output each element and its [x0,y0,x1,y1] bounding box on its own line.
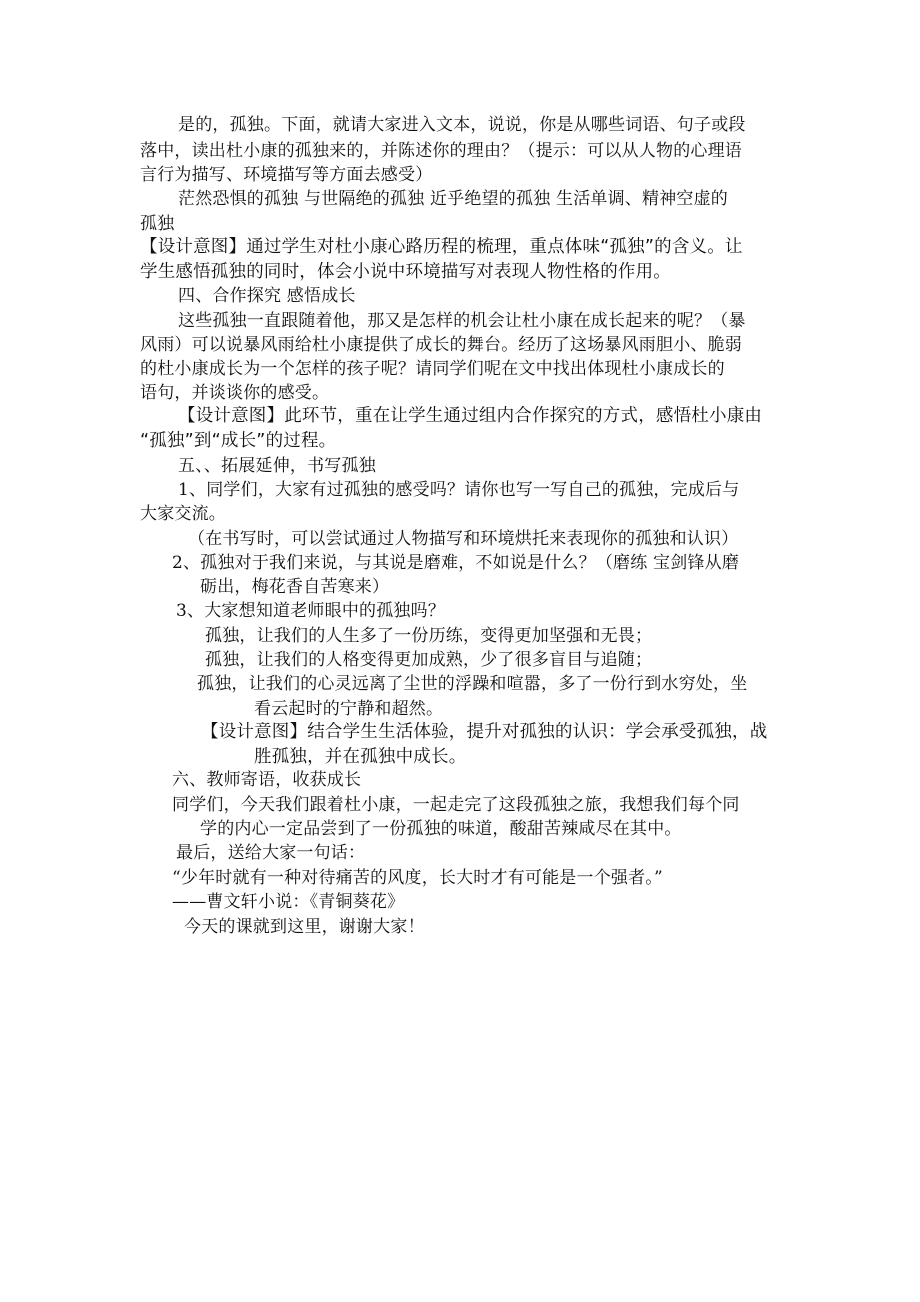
text-line: 孤独 [140,214,175,234]
text-line: 看云起时的宁静和超然。 [254,699,444,719]
text-line: 胜孤独，并在孤独中成长。 [254,747,467,767]
text-line: 1、同学们，大家有过孤独的感受吗？请你也写一写自己的孤独，完成后与 [178,480,740,500]
closing-line: 今天的课就到这里，谢谢大家！ [184,917,425,937]
section-heading: 五、、拓展延伸，书写孤独 [178,456,376,476]
text-line: 学的内心一定品尝到了一份孤独的味道，酸甜苦辣咸尽在其中。 [200,819,682,839]
design-intent-line: 【设计意图】此环节，重在让学生通过组内合作探究的方式，感悟杜小康由 [178,406,763,426]
text-line: 是的，孤独。下面，就请大家进入文本，说说，你是从哪些词语、句子或段 [178,115,746,135]
text-line: 砺出，梅花香自苦寒来） [200,577,390,597]
text-line: 2、孤独对于我们来说，与其说是磨难，不如说是什么？（磨练 宝剑锋从磨 [172,553,740,573]
text-line: 孤独，让我们的人格变得更加成熟，少了很多盲目与追随； [205,650,653,670]
design-intent-line: 【设计意图】通过学生对杜小康心路历程的梳理，重点体味“孤独”的含义。让 [140,237,743,257]
text-line: 这些孤独一直跟随着他，那又是怎样的机会让杜小康在成长起来的呢？（暴 [178,311,746,331]
text-line: “孤独”到“成长”的过程。 [140,431,337,451]
quote-line: “少年时就有一种对待痛苦的风度，长大时才有可能是一个强者。” [172,868,663,888]
text-line: 茫然恐惧的孤独 与世隔绝的孤独 近乎绝望的孤独 生活单调、精神空虚的 [178,189,729,209]
text-line: 言行为描写、环境描写等方面去感受） [140,165,433,185]
quote-source: ——曹文轩小说：《青铜葵花》 [172,892,405,912]
section-heading: 四、合作探究 感悟成长 [178,286,356,306]
text-line: 孤独，让我们的人生多了一份历练，变得更加坚强和无畏； [205,626,653,646]
text-line: 语句，并谈谈你的感受。 [140,383,330,403]
text-line: 风雨）可以说暴风雨给杜小康提供了成长的舞台。经历了这场暴风雨胆小、脆弱 [140,335,742,355]
text-line: （在书写时，可以尝试通过人物描写和环境烘托来表现你的孤独和认识） [188,529,739,549]
text-line: 学生感悟孤独的同时，体会小说中环境描写对表现人物性格的作用。 [140,262,671,282]
text-line: 3、大家想知道老师眼中的孤独吗？ [176,601,446,621]
text-line: 的杜小康成长为一个怎样的孩子呢？请同学们呢在文中找出体现杜小康成长的 [140,359,725,379]
text-line: 同学们，今天我们跟着杜小康，一起走完了这段孤独之旅，我想我们每个同 [172,795,740,815]
section-heading: 六、教师寄语，收获成长 [172,770,362,790]
text-line: 最后，送给大家一句话： [176,843,366,863]
text-line: 孤独，让我们的心灵远离了尘世的浮躁和喧嚣，多了一份行到水穷处，坐 [197,674,748,694]
design-intent-line: 【设计意图】结合学生生活体验，提升对孤独的认识：学会承受孤独，战 [201,722,768,742]
text-line: 落中，读出杜小康的孤独来的，并陈述你的理由？（提示：可以从人物的心理语 [140,141,742,161]
text-line: 大家交流。 [140,504,226,524]
